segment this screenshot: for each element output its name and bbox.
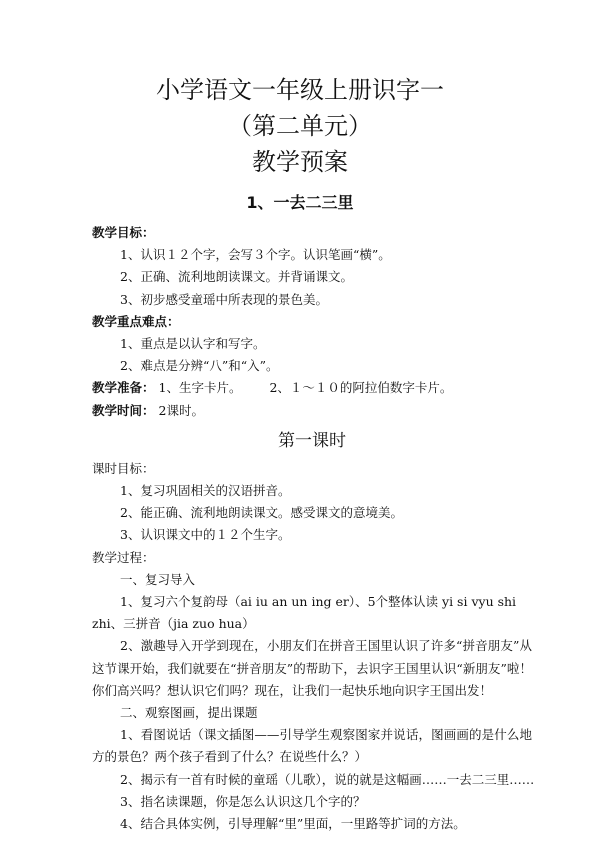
key-point-item: 1、重点是以认字和写字。 bbox=[120, 336, 266, 352]
step1-item1-line-b: zhi、三拼音（jia zuo hua） bbox=[92, 616, 255, 632]
lesson-title: 1、一去二三里 bbox=[246, 193, 354, 212]
step2-item1-paragraph: 1、看图说话（课文插图——引导学生观察图家并说话，图画画的是什么地方的景色？两个孩子看到了什么？在说些什么？） bbox=[92, 727, 532, 765]
key-point-item: 2、难点是分辨“八”和“入”。 bbox=[120, 358, 279, 374]
time-value: 2课时。 bbox=[158, 402, 204, 418]
goal-item: 1、认识１２个字，会写３个字。认识笔画“横”。 bbox=[120, 247, 391, 263]
step2-item3: 3、指名读课题，你是怎么认识这几个字的？ bbox=[120, 793, 366, 809]
preparation-line bbox=[92, 377, 532, 399]
step2-heading: 二、观察图画，提出课题 bbox=[120, 705, 258, 721]
lesson-body bbox=[92, 222, 535, 835]
period-goal-item: 1、复习巩固相关的汉语拼音。 bbox=[120, 483, 291, 499]
time-label: 教学时间： bbox=[92, 402, 155, 418]
first-period-title: 第一课时 bbox=[278, 430, 346, 451]
period-goals-heading: 课时目标： bbox=[92, 460, 155, 476]
title-line-2: （第二单元） bbox=[228, 112, 372, 140]
period-goal-item: 3、认识课文中的１２个生字。 bbox=[120, 527, 291, 543]
goal-item: 3、初步感受童瑶中所表现的景色美。 bbox=[120, 291, 328, 307]
process-heading: 教学过程： bbox=[92, 549, 155, 565]
step2-item2: 2、揭示有一首有时候的童瑶（儿歌），说的就是这幅画……一去二三里…… bbox=[120, 771, 535, 787]
time-line bbox=[92, 400, 532, 422]
preparation-label: 教学准备： bbox=[92, 380, 155, 396]
period-goal-item: 2、能正确、流利地朗读课文。感受课文的意境美。 bbox=[120, 505, 403, 521]
preparation-item-1: 1、生字卡片。 bbox=[158, 380, 242, 396]
goal-item: 2、正确、流利地朗读课文。并背诵课文。 bbox=[120, 269, 353, 285]
goals-heading: 教学目标： bbox=[92, 225, 155, 240]
key-points-heading: 教学重点难点： bbox=[92, 313, 180, 329]
title-line-3: 教学预案 bbox=[252, 148, 348, 176]
step1-item2-paragraph: 2、激趣导入开学到现在，小朋友们在拼音王国里认识了许多“拼音朋友”从这节课开始，我们就要在“拼音朋友”的帮助下，去识字王国里认识“新朋友”啦！你们高兴吗？想认识它们吗？现在，让我们一起快乐地向识字王国出发！ bbox=[92, 638, 532, 698]
title-line-1: 小学语文一年级上册识字一 bbox=[156, 76, 444, 104]
step1-item1-line-a: 1、复习六个复韵母（ai iu an un ing er）、5个整体认读 yi si vyu shi bbox=[120, 594, 517, 610]
document-title bbox=[0, 72, 600, 180]
step1-heading: 一、复习导入 bbox=[120, 571, 196, 587]
step2-item4: 4、结合具体实例，引导理解“里”里面，一里路等扩词的方法。 bbox=[120, 816, 466, 832]
preparation-item-2: 2、１～１０的阿拉伯数字卡片。 bbox=[269, 380, 453, 396]
